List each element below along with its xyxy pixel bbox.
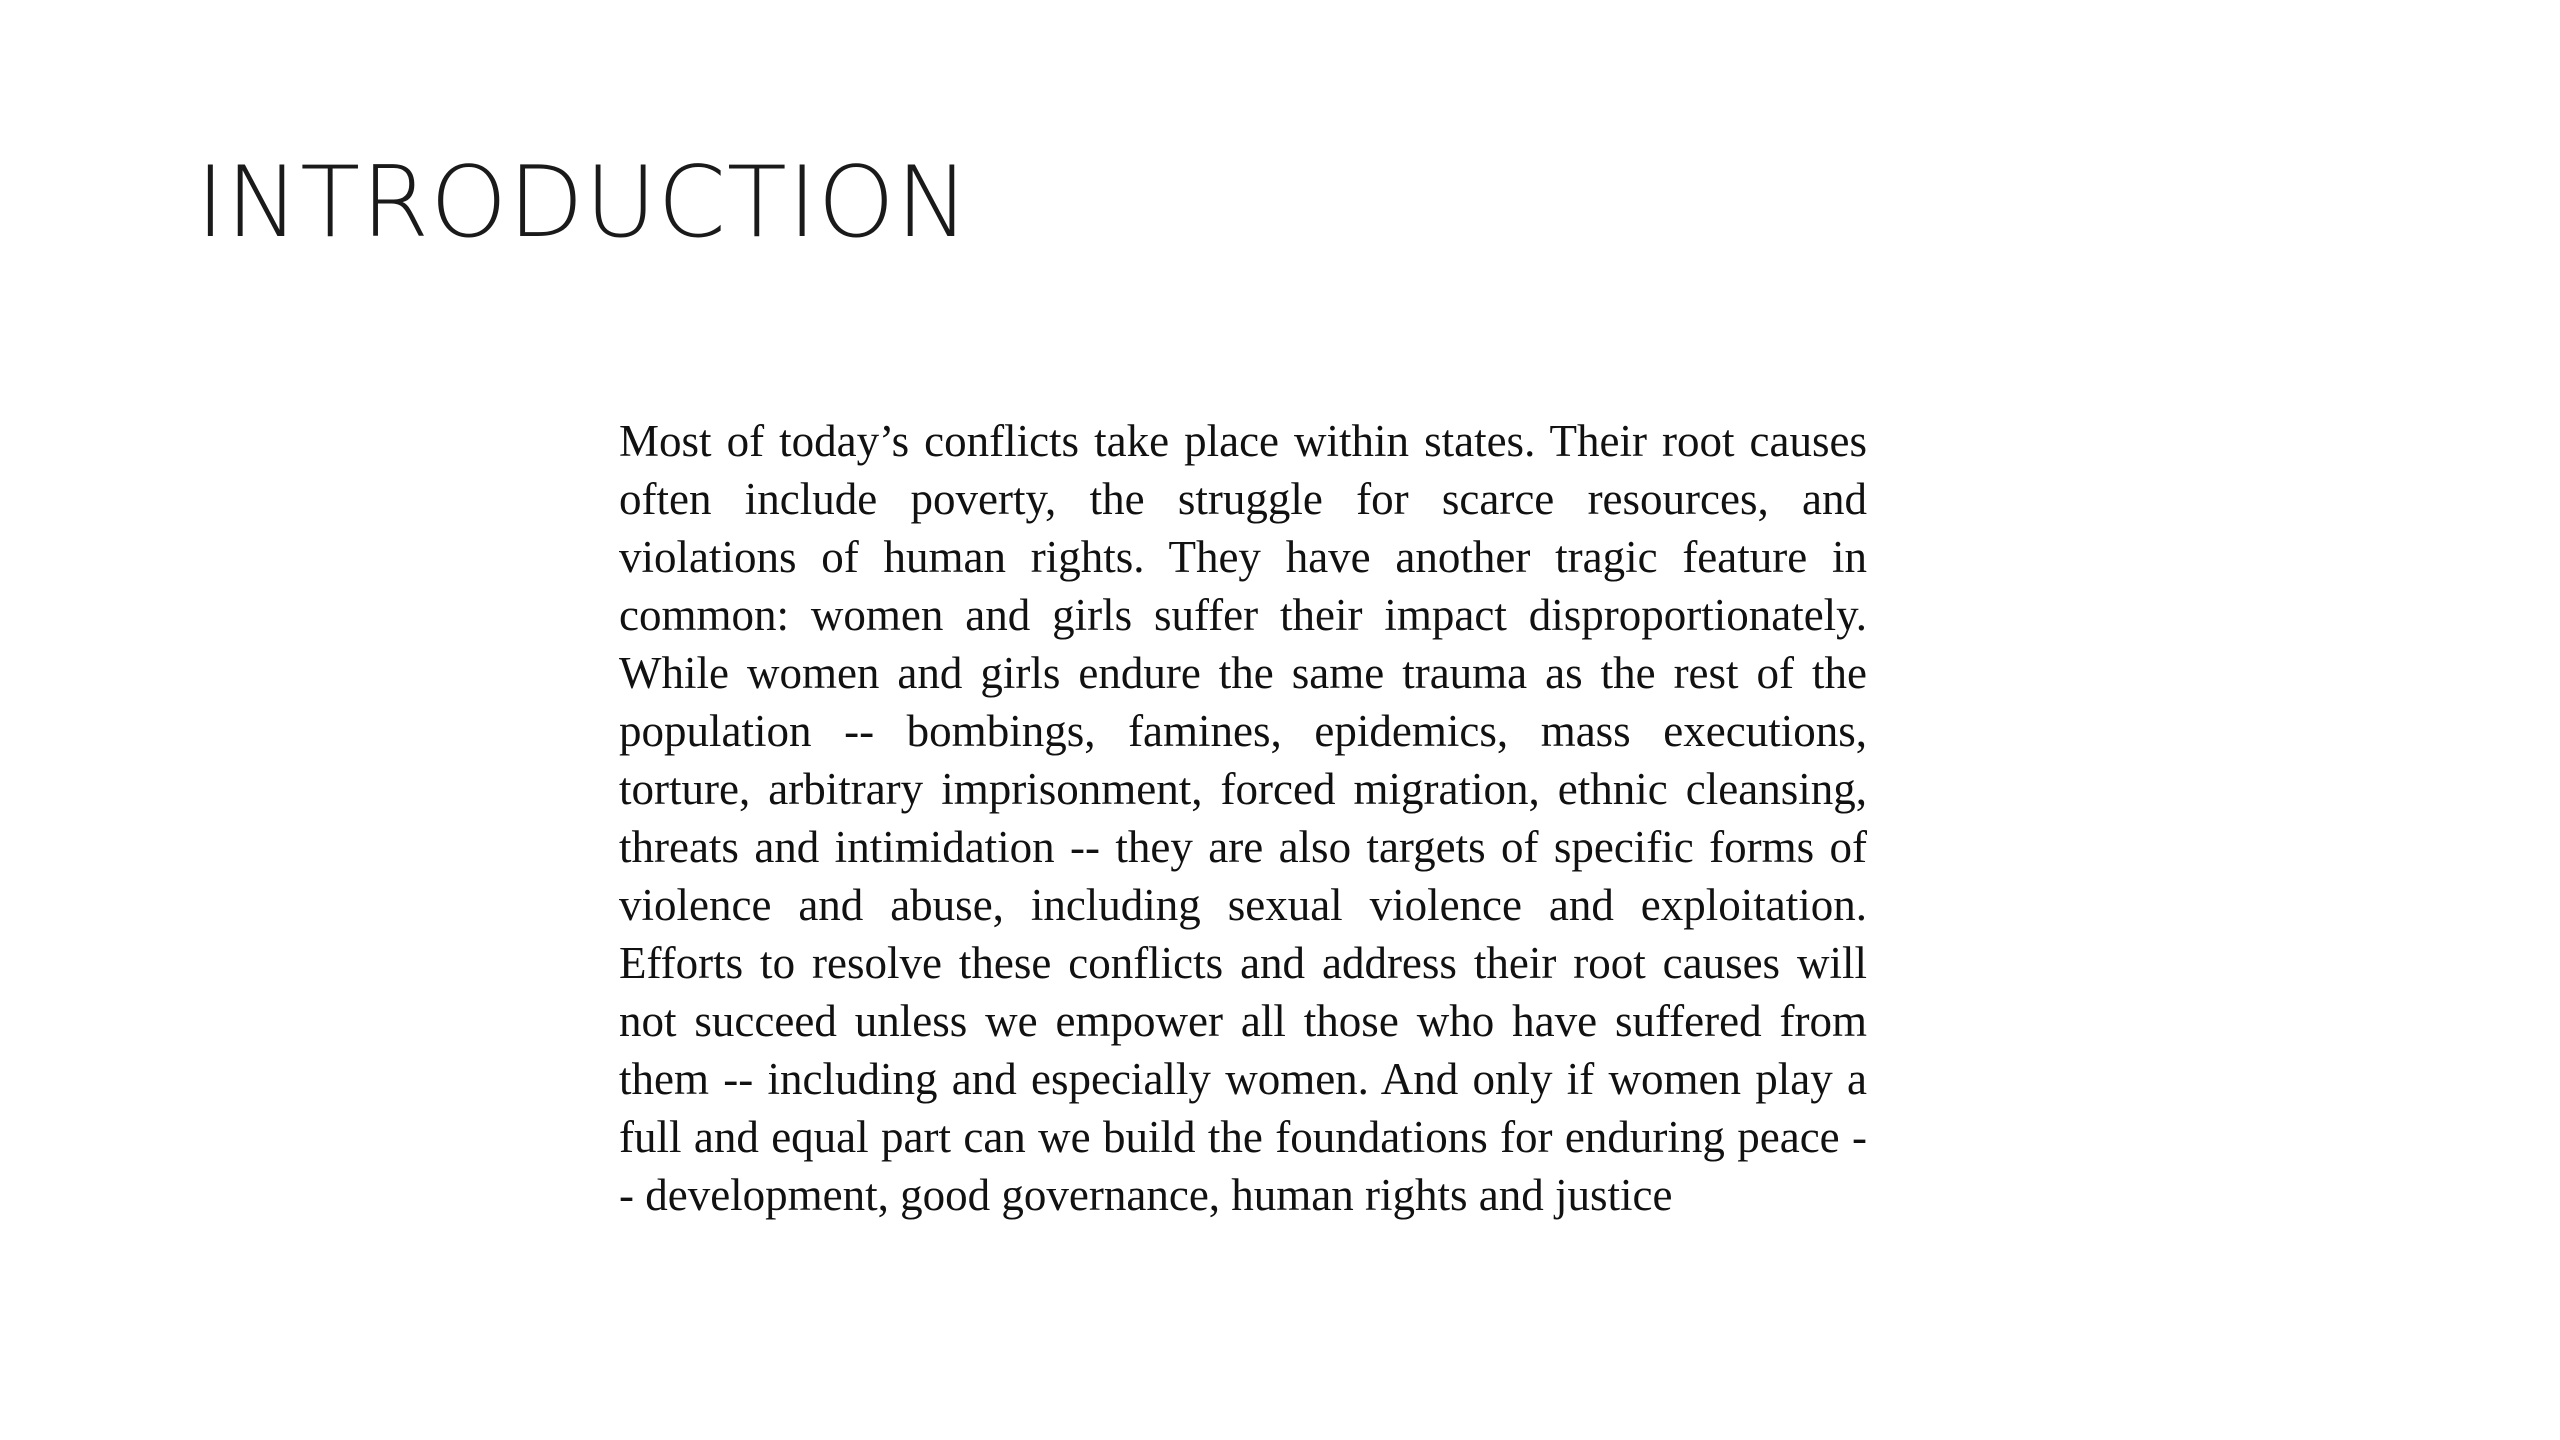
slide-title: INTRODUCTION — [196, 146, 971, 260]
body-paragraph: Most of today’s conflicts take place within states. Their root causes often include poverty, the struggle for scarce resources, and violations of human rights. They have another tragic feature in common: women and girls suffer their impact disproportionately. While women and girls endure the same trauma as the rest of the population -- bombings, famines, epidemics, mass executions, torture, arbitrary imprisonment, forced migration, ethnic cleansing, threats and intimidation -- they are also targets of specific forms of violence and abuse, including sexual violence and exploitation. Efforts to resolve these conflicts and address their root causes will not succeed unless we empower all those who have suffered from them -- including and especially women. And only if women play a full and equal part can we build the foundations for enduring peace -- development, good governance, human rights and justice — [619, 416, 1867, 1220]
